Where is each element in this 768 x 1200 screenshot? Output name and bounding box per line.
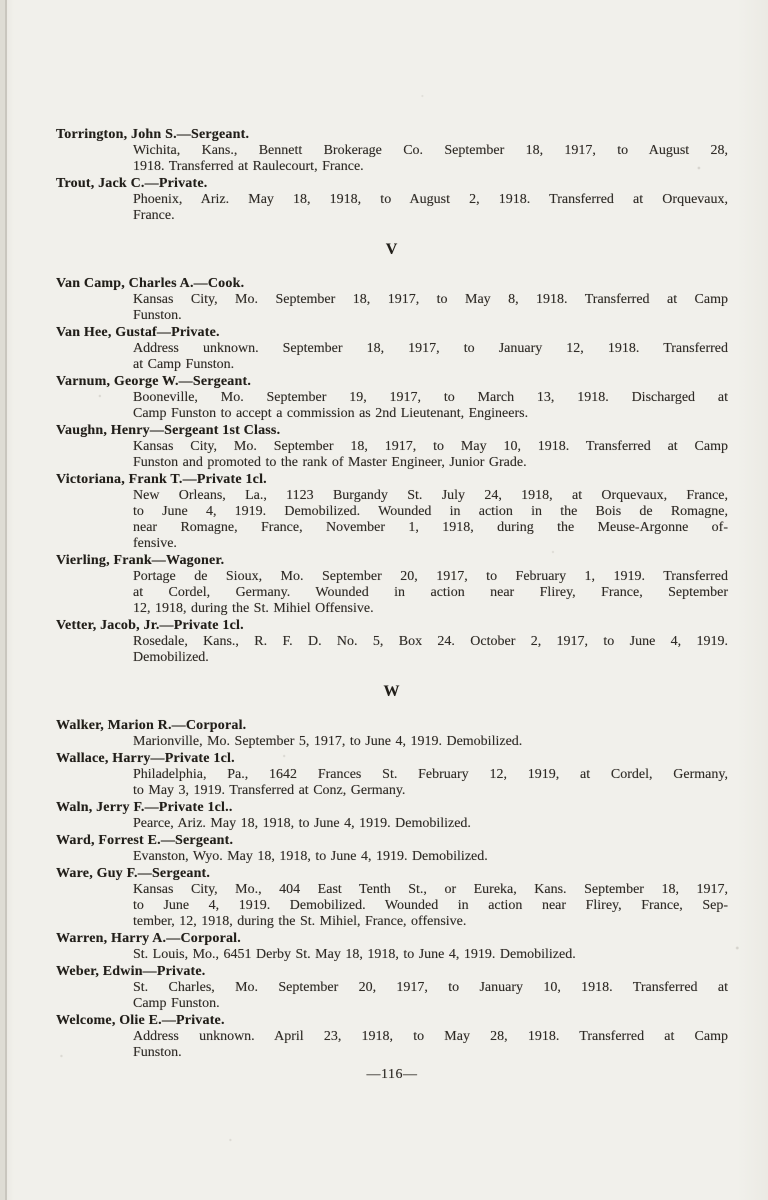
entry-heading: Weber, Edwin—Private. [56,964,206,979]
roster-entry [56,833,728,865]
roster-entry [56,472,728,552]
entry-details [133,849,728,865]
detail-line: 1918. Transferred at Raulecourt, France. [133,159,364,174]
entry-heading: Torrington, John S.—Sergeant. [56,127,250,142]
detail-line: Funston. [133,1045,182,1060]
roster-entry [56,276,728,324]
roster [56,127,728,1061]
entry-details [133,767,728,799]
entry-heading: Ware, Guy F.—Sergeant. [56,866,211,881]
entry-details [133,192,728,224]
entry-heading: Wallace, Harry—Private 1cl. [56,751,235,766]
detail-line: to June 4, 1919. Demobilized. Wounded in action in the Bois de Romagne, [133,504,728,519]
entry-heading: Walker, Marion R.—Corporal. [56,718,247,733]
detail-line: to June 4, 1919. Demobilized. Wounded in action near Flirey, France, Sep- [133,898,728,913]
detail-line: Marionville, Mo. September 5, 1917, to June 4, 1919. Demobilized. [133,734,523,749]
entry-heading: Welcome, Olie E.—Private. [56,1013,225,1028]
roster-entry [56,374,728,422]
detail-line: Kansas City, Mo., 404 East Tenth St., or Eureka, Kans. September 18, 1917, [133,882,728,897]
detail-line: Evanston, Wyo. May 18, 1918, to June 4, 1919. Demobilized. [133,849,488,864]
entry-details [133,882,728,930]
entry-details [133,1029,728,1061]
roster-entry [56,800,728,832]
entry-details [133,292,728,324]
detail-line: Wichita, Kans., Bennett Brokerage Co. September 18, 1917, to August 28, [133,143,728,158]
roster-entry [56,751,728,799]
roster-entry [56,423,728,471]
entry-heading: Warren, Harry A.—Corporal. [56,931,241,946]
roster-entry [56,618,728,666]
page-number: —116— [366,1067,418,1082]
detail-line: Demobilized. [133,650,209,665]
detail-line: Funston. [133,308,182,323]
roster-entry [56,553,728,617]
entry-details [133,341,728,373]
page-edge-line [5,0,7,1200]
detail-line: 12, 1918, during the St. Mihiel Offensive. [133,601,374,616]
roster-entry [56,964,728,1012]
detail-line: France. [133,208,175,223]
entry-heading: Victoriana, Frank T.—Private 1cl. [56,472,267,487]
entry-heading: Varnum, George W.—Sergeant. [56,374,252,389]
roster-entry [56,931,728,963]
entry-heading: Vaughn, Henry—Sergeant 1st Class. [56,423,281,438]
section-letter-w: W [383,683,401,700]
detail-line: near Romagne, France, November 1, 1918, during the Meuse-Argonne of- [133,520,728,535]
detail-line: fensive. [133,536,177,551]
detail-line: St. Charles, Mo. September 20, 1917, to January 10, 1918. Transferred at [133,980,728,995]
detail-line: Rosedale, Kans., R. F. D. No. 5, Box 24. October 2, 1917, to June 4, 1919. [133,634,728,649]
entry-details [133,439,728,471]
entry-heading: Waln, Jerry F.—Private 1cl.. [56,800,233,815]
detail-line: tember, 12, 1918, during the St. Mihiel, France, offensive. [133,914,467,929]
detail-line: at Camp Funston. [133,357,235,372]
detail-line: at Cordel, Germany. Wounded in action near Flirey, France, September [133,585,728,600]
roster-entry [56,176,728,224]
roster-entry [56,866,728,930]
entry-details [133,569,728,617]
detail-line: Pearce, Ariz. May 18, 1918, to June 4, 1919. Demobilized. [133,816,471,831]
roster-entry [56,718,728,750]
entry-heading: Ward, Forrest E.—Sergeant. [56,833,234,848]
roster-entry [56,325,728,373]
entry-heading: Vetter, Jacob, Jr.—Private 1cl. [56,618,244,633]
entry-details [133,947,728,963]
entry-details [133,390,728,422]
section-letter-v: V [385,241,399,258]
detail-line: Kansas City, Mo. September 18, 1917, to May 8, 1918. Transferred at Camp [133,292,728,307]
detail-line: Kansas City, Mo. September 18, 1917, to May 10, 1918. Transferred at Camp [133,439,728,454]
detail-line: St. Louis, Mo., 6451 Derby St. May 18, 1918, to June 4, 1919. Demobilized. [133,947,576,962]
detail-line: Phoenix, Ariz. May 18, 1918, to August 2, 1918. Transferred at Orquevaux, [133,192,728,207]
roster-entry [56,1013,728,1061]
detail-line: New Orleans, La., 1123 Burgandy St. July 24, 1918, at Orquevaux, France, [133,488,728,503]
entry-heading: Vierling, Frank—Wagoner. [56,553,225,568]
entry-heading: Van Hee, Gustaf—Private. [56,325,220,340]
detail-line: Philadelphia, Pa., 1642 Frances St. February 12, 1919, at Cordel, Germany, [133,767,728,782]
entry-heading: Trout, Jack C.—Private. [56,176,208,191]
entry-details [133,143,728,175]
detail-line: Camp Funston. [133,996,220,1011]
page-content [56,0,728,1083]
entry-details [133,634,728,666]
detail-line: Booneville, Mo. September 19, 1917, to March 13, 1918. Discharged at [133,390,728,405]
detail-line: to May 3, 1919. Transferred at Conz, Germany. [133,783,406,798]
entry-details [133,980,728,1012]
entry-details [133,488,728,552]
detail-line: Address unknown. September 18, 1917, to January 12, 1918. Transferred [133,341,728,356]
detail-line: Portage de Sioux, Mo. September 20, 1917, to February 1, 1919. Transferred [133,569,728,584]
roster-entry [56,127,728,175]
detail-line: Camp Funston to accept a commission as 2nd Lieutenant, Engineers. [133,406,529,421]
detail-line: Address unknown. April 23, 1918, to May 28, 1918. Transferred at Camp [133,1029,728,1044]
entry-details [133,816,728,832]
entry-heading: Van Camp, Charles A.—Cook. [56,276,245,291]
entry-details [133,734,728,750]
detail-line: Funston and promoted to the rank of Master Engineer, Junior Grade. [133,455,527,470]
